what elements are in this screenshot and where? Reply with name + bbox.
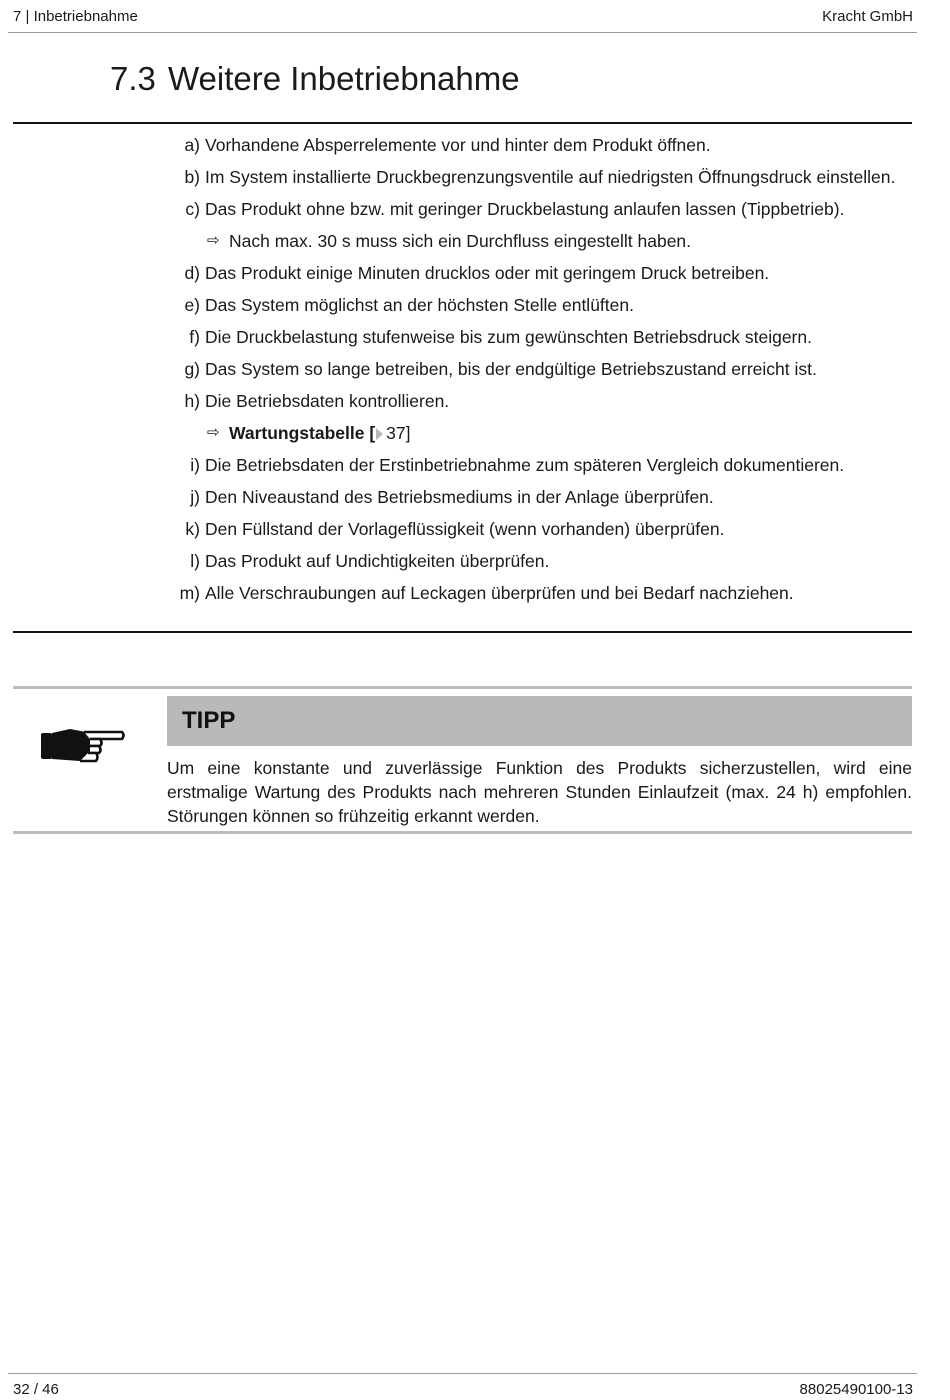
result-arrow-icon: ⇨	[207, 232, 220, 249]
step-letter: g)	[184, 359, 200, 379]
link-label: Wartungstabelle [	[229, 423, 376, 443]
step-text: Das Produkt einige Minuten drucklos oder mit geringem Druck betreiben.	[205, 263, 770, 283]
step-list	[173, 133, 903, 613]
page-number: 32 / 46	[13, 1381, 59, 1398]
step-letter: l)	[190, 551, 200, 571]
step-text: Den Füllstand der Vorlageflüssigkeit (wenn vorhanden) überprüfen.	[205, 519, 725, 539]
step-text: Vorhandene Absperrelemente vor und hinter dem Produkt öffnen.	[205, 135, 711, 155]
step-k	[173, 517, 903, 542]
result-text: Nach max. 30 s muss sich ein Durchfluss eingestellt haben.	[229, 231, 692, 251]
steps-bottom-rule	[13, 631, 912, 633]
maintenance-table-link[interactable]	[229, 423, 411, 443]
step-g	[173, 357, 903, 382]
tip-bottom-rule	[13, 831, 912, 834]
step-text: Die Druckbelastung stufenweise bis zum gewünschten Betriebsdruck steigern.	[205, 327, 812, 347]
step-letter: d)	[184, 263, 200, 283]
section-title	[110, 60, 520, 98]
step-letter: i)	[190, 455, 200, 475]
footer-divider	[8, 1373, 917, 1374]
step-i	[173, 453, 903, 478]
step-text: Die Betriebsdaten der Erstinbetriebnahme zum späteren Vergleich dokumentieren.	[205, 455, 845, 475]
step-l	[173, 549, 903, 574]
step-text: Das System so lange betreiben, bis der endgültige Betriebszustand erreicht ist.	[205, 359, 817, 379]
step-text: Im System installierte Druckbegrenzungsventile auf niedrigsten Öffnungsdruck einstellen.	[205, 167, 896, 187]
step-c	[173, 197, 903, 222]
steps-top-rule	[13, 122, 912, 124]
step-text: Den Niveaustand des Betriebsmediums in der Anlage überprüfen.	[205, 487, 714, 507]
step-letter: b)	[184, 167, 200, 187]
result-arrow-icon: ⇨	[207, 424, 220, 441]
step-letter: m)	[179, 583, 200, 603]
step-letter: c)	[185, 199, 200, 219]
tip-top-rule	[13, 686, 912, 689]
step-e	[173, 293, 903, 318]
header-divider	[8, 32, 917, 33]
step-letter: e)	[184, 295, 200, 315]
step-d	[173, 261, 903, 286]
step-b	[173, 165, 903, 190]
tip-header	[167, 696, 912, 746]
section-number: 7.3	[110, 60, 156, 97]
step-letter: h)	[184, 391, 200, 411]
step-letter: f)	[189, 327, 200, 347]
header-company: Kracht GmbH	[822, 8, 913, 25]
step-h-result	[173, 421, 903, 446]
pointing-hand-icon	[40, 724, 126, 766]
step-c-result	[173, 229, 903, 254]
step-letter: k)	[185, 519, 200, 539]
step-h	[173, 389, 903, 414]
step-letter: a)	[184, 135, 200, 155]
step-text: Alle Verschraubungen auf Leckagen überprüfen und bei Bedarf nachziehen.	[205, 583, 794, 603]
link-page: 37]	[386, 423, 411, 443]
step-a	[173, 133, 903, 158]
header-chapter: 7 | Inbetriebnahme	[13, 8, 138, 25]
step-text: Die Betriebsdaten kontrollieren.	[205, 391, 450, 411]
cross-reference-icon	[376, 428, 383, 440]
step-j	[173, 485, 903, 510]
step-m	[173, 581, 903, 606]
tip-text: Um eine konstante und zuverlässige Funktion des Produkts sicherzustellen, wird eine erstmalige Wartung des Produkts nach mehreren Stunden Einlaufzeit (max. 24 h) empfohlen. Störungen können so frühzeitig erkannt werden.	[167, 758, 912, 826]
step-text: Das Produkt ohne bzw. mit geringer Druckbelastung anlaufen lassen (Tippbetrieb).	[205, 199, 845, 219]
step-text: Das Produkt auf Undichtigkeiten überprüfen.	[205, 551, 550, 571]
section-title-text: Weitere Inbetriebnahme	[168, 60, 520, 97]
step-letter: j)	[190, 487, 200, 507]
document-number: 88025490100-13	[799, 1381, 913, 1398]
tip-title: TIPP	[182, 707, 236, 734]
step-text: Das System möglichst an der höchsten Stelle entlüften.	[205, 295, 634, 315]
step-f	[173, 325, 903, 350]
